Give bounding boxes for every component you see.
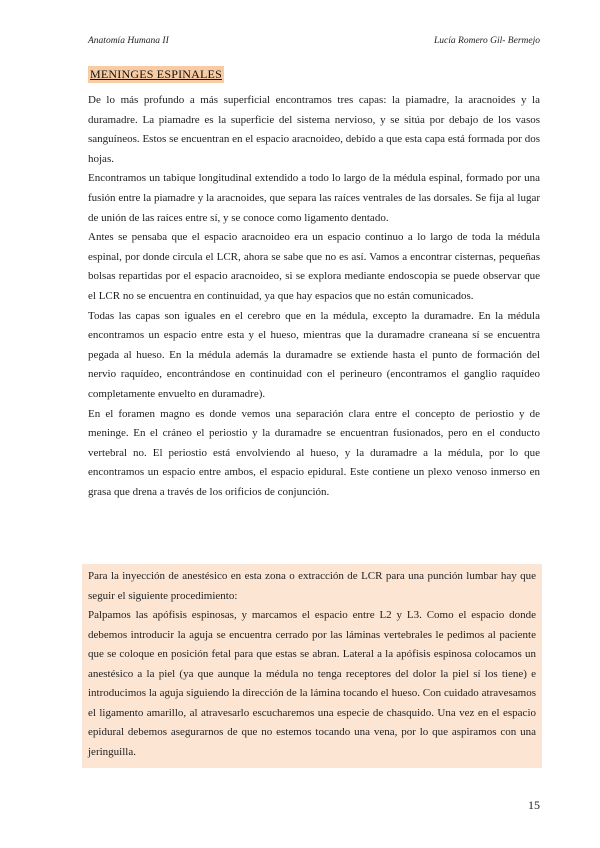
paragraph-foramen-magnum: En el foramen magno es donde vemos una separación clara entre el concepto de periostio y de meninge. En el cráneo el periostio y la duramadre se encuentran fusionados, pero en el conducto vertebral no. El periostio está envolviendo al hueso, y la duramadre a la médula, por lo que encontramos un espacio entre ambos, el espacio epidural. Este contiene un plexo venoso inmerso en grasa que drena a través de los orificios de conjunción. <box>88 407 540 498</box>
paragraph-dura-mater: Todas las capas son iguales en el cerebro que en la médula, excepto la duramadre. En la médula encontramos un espacio entre esta y el hueso, mientras que la duramadre craneana sí se encuentra pegada al hueso. En la médula además la duramadre se extiende hasta el punto de formación del nervio raquídeo, encontrándose en continuidad con el perineuro (encontramos el ganglio raquídeo completamente envuelto en duramadre). <box>88 309 540 400</box>
paragraph-arachnoid-space: Antes se pensaba que el espacio aracnoideo era un espacio continuo a lo largo de toda la médula espinal, por donde circula el LCR, ahora se sabe que no es así. Vamos a encontrar cisternas, pequeñas bolsas repartidas por el espacio aracnoideo, si se explora mediante endoscopia se puede observar que el LCR no se encuentra en continuidad, ya que hay espacios que no están comunicados. <box>88 231 540 302</box>
note-intro: Para la inyección de anestésico en esta zona o extracción de LCR para una punción lumbar hay que seguir el siguiente procedimiento: <box>88 570 536 602</box>
paragraph-layers: De lo más profundo a más superficial encontramos tres capas: la piamadre, la aracnoides y la duramadre. La piamadre es la superficie del sistema nervioso, y se sitúa por debajo de los vasos sanguíneos. Estos se encuentran en el espacio aracnoideo, debido a que esta capa está formada por dos hojas. <box>88 94 540 165</box>
section-title: MENINGES ESPINALES <box>90 67 222 81</box>
header-subject: Anatomía Humana II <box>88 36 169 46</box>
header-author: Lucía Romero Gil- Bermejo <box>434 36 540 46</box>
page-number: 15 <box>528 798 540 812</box>
paragraph-dentate-ligament: Encontramos un tabique longitudinal extendido a todo lo largo de la médula espinal, formado por una fusión entre la piamadre y la aracnoides, que separa las raíces ventrales de las dorsales. Se fija al lugar de unión de las raíces entre sí, y se conoce como ligamento dentado. <box>88 172 540 224</box>
note-procedure: Palpamos las apófisis espinosas, y marcamos el espacio entre L2 y L3. Como el espacio donde debemos introducir la aguja se encuentra cerrado por las láminas vertebrales le pedimos al paciente que se coloque en posición fetal para que estas se abran. Lateral a la apófisis espinosa colocamos un anestésico a la piel (ya que aunque la médula no tenga receptores del dolor la piel sí los tiene) e introducimos la aguja siguiendo la dirección de la lámina tocando el hueso. Con cuidado atravesamos el ligamento amarillo, al atravesarlo escucharemos una especie de chasquido. Una vez en el espacio epidural debemos asegurarnos de que no estemos tocando una vena, por lo que aspiramos con una jeringuilla. <box>88 609 536 758</box>
lumbar-puncture-note <box>82 564 542 768</box>
body-text <box>88 91 540 502</box>
